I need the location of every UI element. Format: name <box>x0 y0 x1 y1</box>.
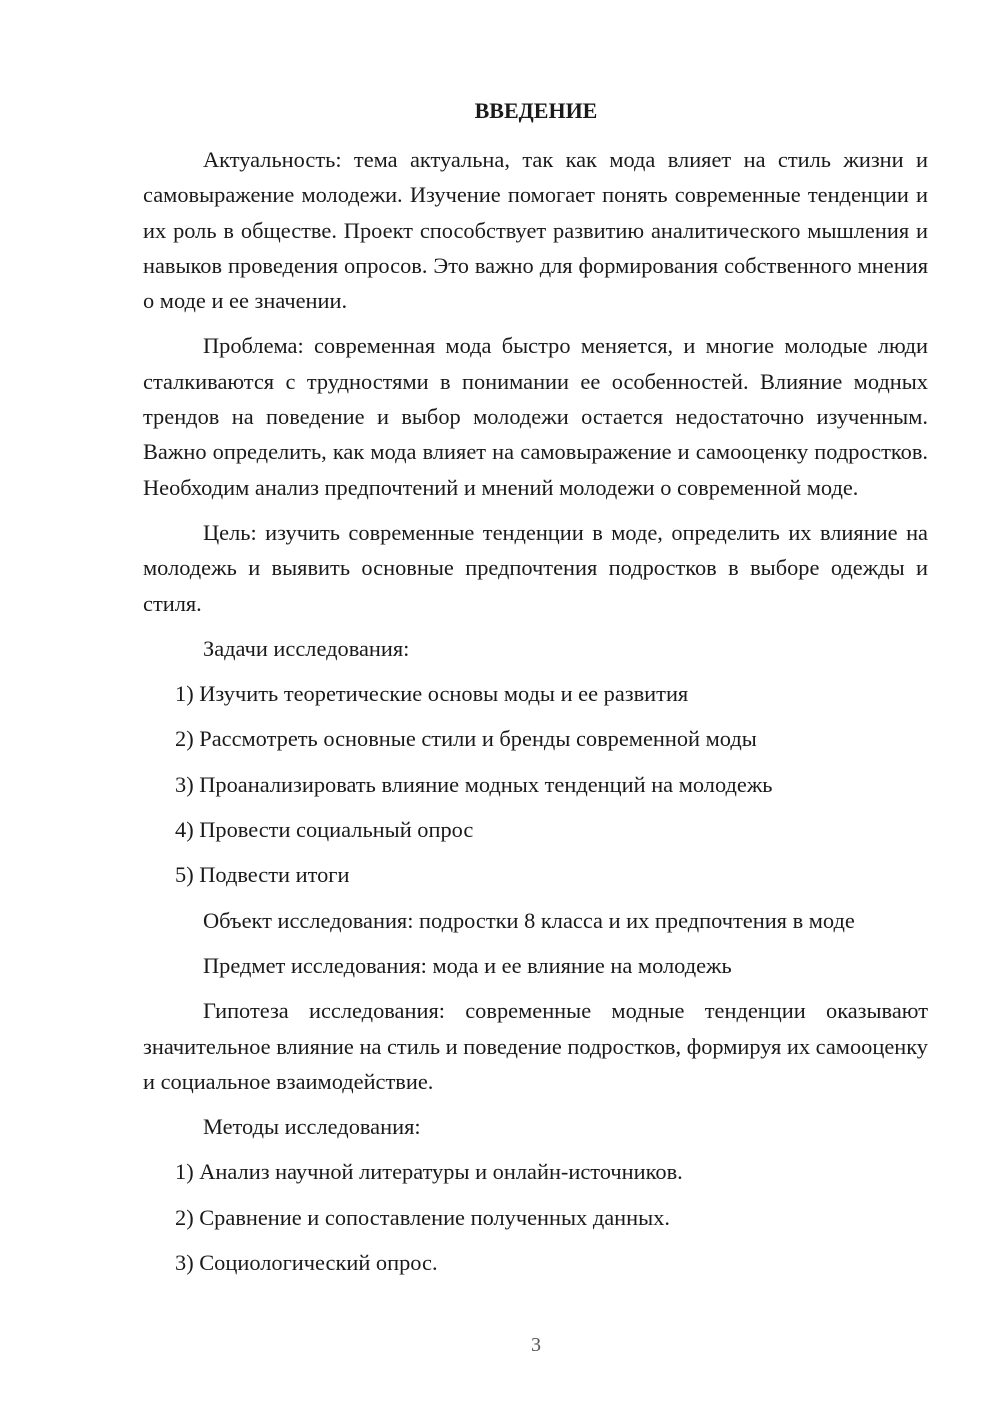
list-item: 3) Проанализировать влияние модных тенденций на молодежь <box>175 771 773 797</box>
document-body <box>143 142 928 1290</box>
tasks-heading: Задачи исследования: <box>203 635 410 661</box>
list-item: 3) Социологический опрос. <box>175 1250 438 1276</box>
methods-list <box>143 1154 928 1280</box>
page-number: 3 <box>531 1334 541 1356</box>
problem-paragraph: Проблема: современная мода быстро меняется, и многие молодые люди сталкиваются с трудностями в понимании ее особенностей. Влияние модных трендов на поведение и выбор молодежи остается недостаточно изученным. Важно определить, как мода влияет на самовыражение и самооценку подростков. Необходим анализ предпочтений и мнений молодежи о современной моде. <box>143 333 928 500</box>
goal-paragraph: Цель: изучить современные тенденции в моде, определить их влияние на молодежь и выявить основные предпочтения подростков в выборе одежды и стиля. <box>143 519 928 616</box>
page-title: ВВЕДЕНИЕ <box>474 98 598 123</box>
subject-paragraph: Предмет исследования: мода и ее влияние на молодежь <box>203 952 732 978</box>
list-item: 5) Подвести итоги <box>175 862 350 888</box>
object-paragraph: Объект исследования: подростки 8 класса и их предпочтения в моде <box>203 907 855 933</box>
list-item: 2) Рассмотреть основные стили и бренды современной моды <box>175 726 757 752</box>
hypothesis-paragraph: Гипотеза исследования: современные модные тенденции оказывают значительное влияние на стиль и поведение подростков, формируя их самооценку и социальное взаимодействие. <box>143 998 928 1094</box>
list-item: 1) Изучить теоретические основы моды и ее развития <box>175 681 689 707</box>
methods-heading: Методы исследования: <box>203 1114 421 1140</box>
list-item: 2) Сравнение и сопоставление полученных данных. <box>175 1204 670 1230</box>
relevance-paragraph: Актуальность: тема актуальна, так как мода влияет на стиль жизни и самовыражение молодежи. Изучение помогает понять современные тенденции и их роль в обществе. Проект способствует развитию аналитического мышления и навыков проведения опросов. Это важно для формирования собственного мнения о моде и ее значении. <box>143 147 928 314</box>
tasks-list <box>143 676 928 892</box>
list-item: 1) Анализ научной литературы и онлайн-источников. <box>175 1159 683 1185</box>
list-item: 4) Провести социальный опрос <box>175 817 474 843</box>
